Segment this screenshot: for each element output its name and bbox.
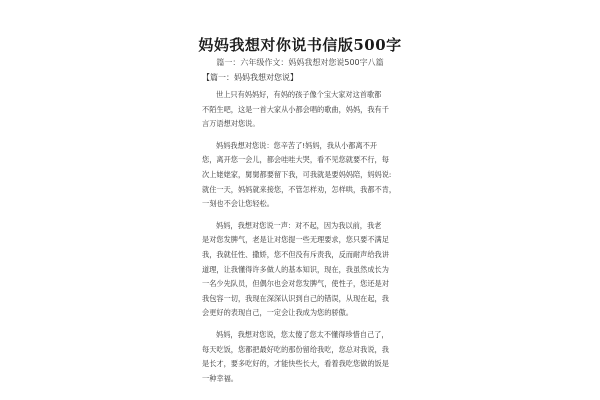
paragraph [202, 219, 412, 321]
document-subtitle: 篇一：六年级作文：妈妈我想对您说500字八篇 [216, 58, 384, 67]
paragraph-line: 会更好的表现自己，一定会让我成为您的骄傲。 [202, 308, 353, 318]
paragraph [202, 88, 412, 132]
paragraph-line: 每天吃饭，您都把最好吃的那份留给我吃，您总对我说，我 [202, 344, 389, 354]
paragraph-line: 妈妈我想对您说：您辛苦了!妈妈，我从小都离不开 [216, 140, 378, 150]
paragraph [202, 328, 412, 386]
paragraph-line: 一名少先队员，但偶尔也会对您发脾气，使性子，您还是对 [202, 279, 389, 289]
paragraph-line: 我，我就任性、撒娇，您不但没有斥责我，反而耐声给我讲 [202, 249, 389, 259]
paragraph-line: 一刻也不会让您轻松。 [202, 199, 274, 209]
paragraph-line: 就住一天，妈妈就来接您，不管怎样劝，怎样哄，我都不肯， [202, 184, 397, 194]
paragraph-line: 次上姥姥家，舅舅都要留下我，可我就是要妈妈陪，妈妈说: [202, 169, 392, 179]
paragraph-line: 是长才，要多吃好的，才能快些长大，看着我吃您做的饭是 [202, 359, 389, 369]
paragraph-line: 世上只有妈妈好，有妈的孩子像个宝大家对这首歌都 [216, 90, 382, 99]
paragraph-line: 我包容一切，我现在深深认识到自己的错误，从现在起，我 [202, 293, 389, 303]
document-title: 妈妈我想对你说书信版500字 [198, 36, 402, 54]
paragraph-line: 不陌生吧，这是一首大家从小都会唱的歌曲，妈妈，我有千 [202, 104, 389, 114]
paragraph-line: 是对您发脾气，老是让对您提一些无理要求，您只要不满足 [202, 235, 389, 245]
paragraph-line: 妈妈，我想对您说，您太傻了您太不懂得珍惜自己了， [216, 329, 389, 339]
paragraph-line: 一种幸福。 [202, 373, 238, 383]
paragraph-line: 道理，让我懂得许多做人的基本知识，现在，我虽然成长为 [202, 264, 389, 274]
paragraph-line: 您，离开您一会儿，都会哇哇大哭，看不见您就要不行，每 [202, 155, 389, 165]
paragraph-line: 妈妈，我想对您说一声：对不起，因为我以前，我老 [216, 220, 382, 230]
paragraph-line: 言万语想对您说。 [202, 119, 260, 129]
section-heading: 【篇一：妈妈我想对您说】 [202, 73, 298, 82]
paragraph [202, 139, 412, 212]
document-body [202, 88, 412, 393]
